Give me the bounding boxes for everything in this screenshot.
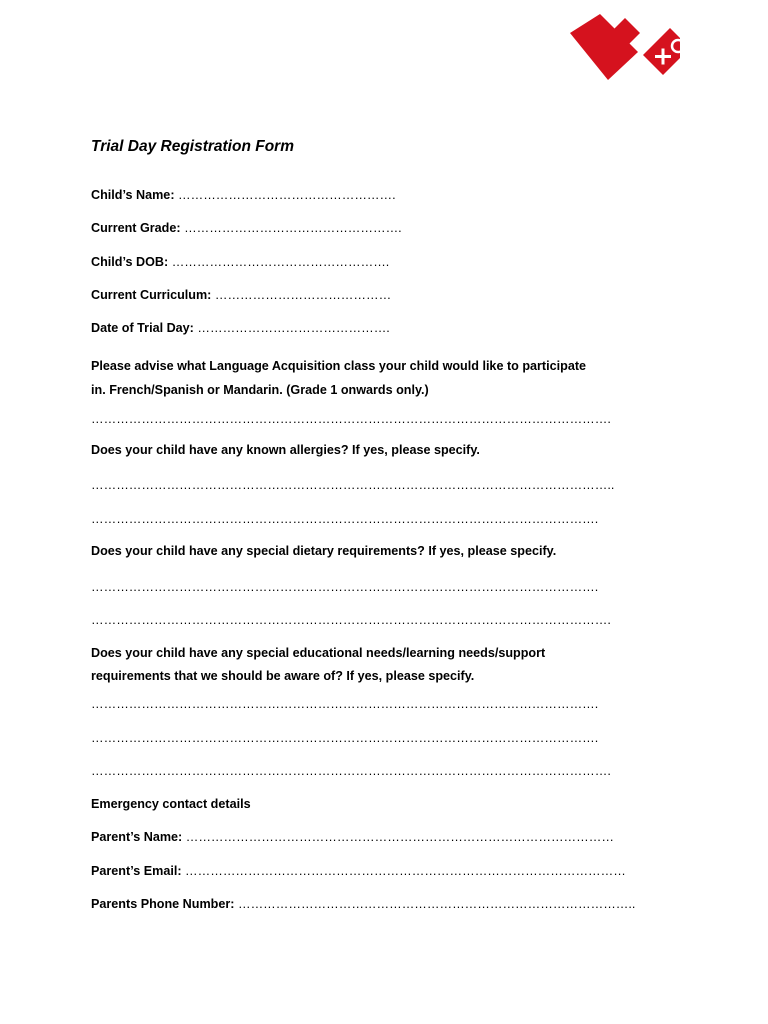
field-label: Current Curriculum: xyxy=(91,288,212,302)
fill-in-line[interactable]: ……………………………………………. xyxy=(184,221,402,235)
language-answer-line[interactable]: ……………………………………………………………………………………………………………. xyxy=(91,412,611,426)
parents-name-field[interactable] xyxy=(91,829,614,845)
allergies-answer-line-1[interactable]: …………………………………………………………………………………………………………….. xyxy=(91,478,615,492)
field-label: Parent’s Email: xyxy=(91,864,182,878)
dietary-answer-line-2[interactable]: ……………………………………………………………………………………………………………. xyxy=(91,613,611,627)
field-label: Current Grade: xyxy=(91,221,181,235)
language-question-line-2: in. French/Spanish or Mandarin. (Grade 1 onwards only.) xyxy=(91,383,429,397)
field-label: Child’s DOB: xyxy=(91,255,169,269)
needs-answer-line-2[interactable]: …………………………………………………………………………………………………………. xyxy=(91,731,599,745)
parents-phone-field[interactable] xyxy=(91,896,635,912)
date-of-trial-day-field[interactable] xyxy=(91,320,390,336)
fill-in-line[interactable]: ……………………………………………. xyxy=(171,255,390,269)
field-label: Parent’s Name: xyxy=(91,830,183,844)
field-label: Date of Trial Day: xyxy=(91,321,194,335)
fill-in-line[interactable]: ……………………………………………. xyxy=(178,188,396,202)
dietary-question: Does your child have any special dietary requirements? If yes, please specify. xyxy=(91,544,557,558)
field-label: Parents Phone Number: xyxy=(91,897,235,911)
fill-in-line[interactable]: …………………………………… xyxy=(214,288,392,302)
current-curriculum-field[interactable] xyxy=(91,287,391,303)
school-logo xyxy=(570,14,680,82)
needs-question-line-1: Does your child have any special educational needs/learning needs/support xyxy=(91,646,546,660)
childs-name-field[interactable] xyxy=(91,187,396,203)
field-label: Child’s Name: xyxy=(91,188,175,202)
language-question-line-1: Please advise what Language Acquisition class your child would like to participate xyxy=(91,359,587,373)
fill-in-line[interactable]: ………………………………………………………………………………….. xyxy=(237,897,636,911)
dietary-answer-line-1[interactable]: …………………………………………………………………………………………………………. xyxy=(91,580,599,594)
needs-answer-line-3[interactable]: ……………………………………………………………………………………………………………. xyxy=(91,764,611,778)
emergency-heading: Emergency contact details xyxy=(91,797,251,811)
allergies-question: Does your child have any known allergies? If yes, please specify. xyxy=(91,443,480,457)
fill-in-line[interactable]: …………………………………………………………………………………………… xyxy=(185,864,626,878)
logo-plus-v xyxy=(662,49,665,65)
parents-email-field[interactable] xyxy=(91,863,626,879)
fill-in-line[interactable]: ………………………………………. xyxy=(197,321,390,335)
needs-question-line-2: requirements that we should be aware of? If yes, please specify. xyxy=(91,669,475,683)
current-grade-field[interactable] xyxy=(91,220,402,236)
allergies-answer-line-2[interactable]: …………………………………………………………………………………………………………. xyxy=(91,512,599,526)
needs-answer-line-1[interactable]: …………………………………………………………………………………………………………. xyxy=(91,697,599,711)
fill-in-line[interactable]: ………………………………………………………………………………………… xyxy=(185,830,614,844)
childs-dob-field[interactable] xyxy=(91,254,389,270)
form-title: Trial Day Registration Form xyxy=(91,138,294,155)
